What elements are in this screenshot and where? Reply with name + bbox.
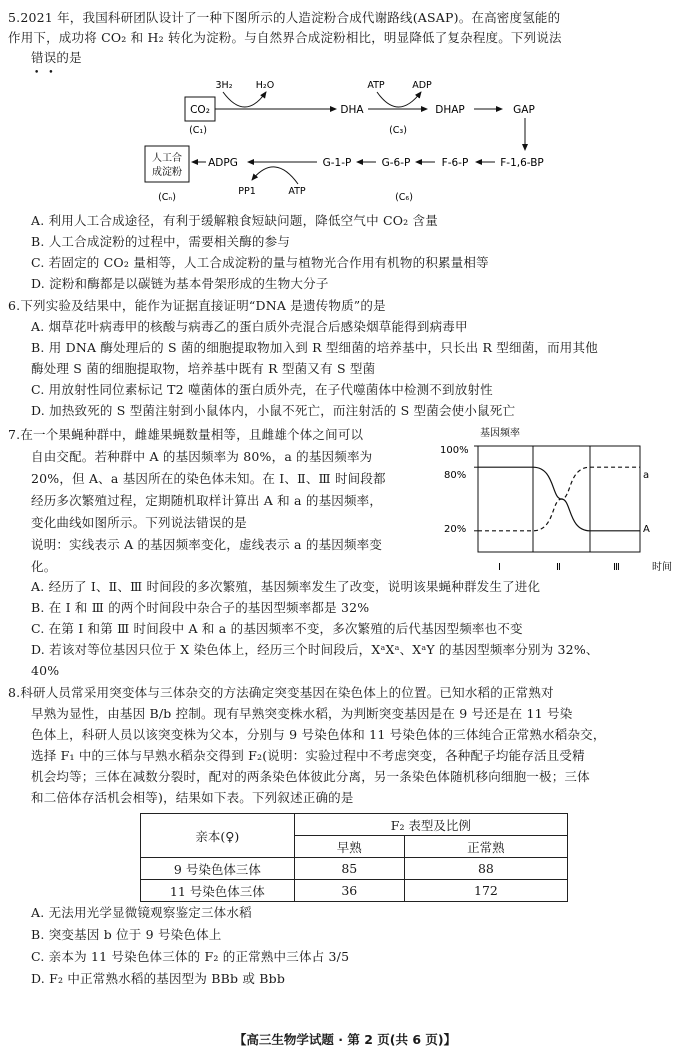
q7-option-a: A. 经历了 Ⅰ、Ⅱ、Ⅲ 时间段的多次繁殖，基因频率发生了改变，说明该果蝇种群发生了进化 [31, 579, 541, 594]
q5-option-b: B. 人工合成淀粉的过程中，需要相关酶的参与 [31, 234, 291, 249]
g1p-label: G-1-P [322, 157, 352, 169]
q6-option-d: D. 加热致死的 S 型菌注射到小鼠体内，小鼠不死亡，而注射活的 S 型菌会使小鼠死亡 [31, 403, 516, 418]
ppi-label: PP1 [238, 186, 256, 197]
q8-stem-line-6: 和二倍体存活机会相等)，结果如下表。下列叙述正确的是 [31, 790, 354, 805]
g6p-label: G-6-P [381, 157, 411, 169]
q7-option-d-cont: 40% [31, 663, 60, 678]
asap-pathway-diagram [130, 70, 570, 210]
q6-option-b: B. 用 DNA 酶处理后的 S 菌的细胞提取物加入到 R 型细菌的培养基中，只长出 R 型细菌，而用其他 [31, 340, 598, 355]
gap-label: GAP [513, 104, 535, 116]
dhap-label: DHAP [435, 104, 465, 116]
q8-stem-line-2: 早熟为显性，由基因 B/b 控制。现有早熟突变株水稻，为判断突变基因是在 9 号还是在 11 号染 [31, 706, 573, 721]
q7-stem-line-5: 变化曲线如图所示。下列说法错误的是 [31, 515, 247, 530]
c6-label: (C₆) [395, 192, 413, 203]
q8-option-c: C. 亲本为 11 号染色体三体的 F₂ 的正常熟中三体占 3/5 [31, 949, 350, 964]
series-line-a [478, 467, 640, 531]
y-tick-80: 80% [444, 470, 467, 481]
q8-option-b: B. 突变基因 b 位于 9 号染色体上 [31, 927, 222, 942]
page-footer: 【高三生物学试题 · 第 2 页(共 6 页)】 [233, 1032, 457, 1047]
f16bp-label: F-1,6-BP [500, 157, 544, 169]
q7-stem-line-7: 化。 [31, 559, 57, 574]
atp-label-2: ATP [288, 186, 306, 197]
q6-option-a: A. 烟草花叶病毒甲的核酸与病毒乙的蛋白质外壳混合后感染烟草能得到病毒甲 [31, 319, 468, 334]
c1-label: (C₁) [189, 125, 207, 136]
period-label-1: Ⅰ [498, 562, 501, 573]
q8-stem-line-3: 色体上，科研人员以该突变株为父本，分别与 9 号染色体和 11 号染色体的三体纯合正常熟水稻杂交， [31, 727, 606, 742]
table-header-f2: F₂ 表型及比例 [294, 814, 567, 836]
q6-option-c: C. 用放射性同位素标记 T2 噬菌体的蛋白质外壳，在子代噬菌体中检测不到放射性 [31, 382, 493, 397]
series-line-A [478, 467, 640, 531]
series-label-A: A [643, 524, 650, 535]
starch-label-1: 人工合 [152, 153, 182, 164]
q5-stem-line-1: 5.2021 年，我国科研团队设计了一种下图所示的人造淀粉合成代谢路线(ASAP)。在高密度氢能的 [8, 10, 561, 25]
h2-label: 3H₂ [215, 80, 233, 91]
row-name: 11 号染色体三体 [141, 880, 295, 902]
q7-stem-line-6: 说明：实线表示 A 的基因频率变化，虚线表示 a 的基因频率变 [31, 537, 383, 552]
q7-option-c: C. 在第 Ⅰ 和第 Ⅲ 时间段中 A 和 a 的基因频率不变，多次繁殖的后代基因型频率也不变 [31, 621, 523, 636]
q8-stem-line-4: 选择 F₁ 中的三体与早熟水稻杂交得到 F₂(说明：实验过程中不考虑突变，各种配子均能存活且受精 [31, 748, 585, 763]
starch-label-2: 成淀粉 [152, 167, 182, 178]
q5-stem-line-2: 作用下，成功将 CO₂ 和 H₂ 转化为淀粉。与自然界合成淀粉相比，明显降低了复杂程度。下列说法 [8, 30, 562, 45]
row-normal: 88 [404, 858, 567, 880]
q5-stem-line-3: 错误的是 [31, 50, 82, 65]
q8-option-d: D. F₂ 中正常熟水稻的基因型为 BBb 或 Bbb [31, 971, 286, 986]
atp-label-1: ATP [367, 80, 385, 91]
q5-option-c: C. 若固定的 CO₂ 量相等，人工合成淀粉的量与植物光合作用有机物的积累量相等 [31, 255, 489, 270]
c3-label: (C₃) [389, 125, 407, 136]
table-header-parent: 亲本(♀) [141, 814, 295, 858]
q5-option-a: A. 利用人工合成途径，有利于缓解粮食短缺问题，降低空气中 CO₂ 含量 [31, 213, 438, 228]
table-row [141, 858, 568, 880]
q7-option-b: B. 在 Ⅰ 和 Ⅲ 的两个时间段中杂合子的基因型频率都是 32% [31, 600, 370, 615]
row-normal: 172 [404, 880, 567, 902]
gene-frequency-chart [438, 424, 683, 576]
x-axis-label: 时间 [652, 562, 672, 573]
q7-stem-line-3: 20%，但 A、a 基因所在的染色体未知。在 Ⅰ、Ⅱ、Ⅲ 时间段都 [31, 471, 386, 486]
q7-stem-line-2: 自由交配。若种群中 A 的基因频率为 80%，a 的基因频率为 [31, 449, 373, 464]
period-label-2: Ⅱ [556, 562, 561, 573]
q7-option-d: D. 若该对等位基因只位于 X 染色体上，经历三个时间段后，XᵃXᵃ、XᵃY 的基因型频率分别为 32%、 [31, 642, 599, 657]
y-axis-label: 基因频率 [480, 428, 520, 439]
y-tick-20: 20% [444, 524, 467, 535]
adpg-label: ADPG [208, 157, 238, 169]
row-name: 9 号染色体三体 [141, 858, 295, 880]
q8-option-a: A. 无法用光学显微镜观察鉴定三体水稻 [31, 905, 252, 920]
cn-label: (Cₙ) [158, 192, 176, 203]
dha-label: DHA [340, 104, 364, 116]
q7-stem-line-4: 经历多次繁殖过程，定期随机取样计算出 A 和 a 的基因频率， [31, 493, 383, 508]
plot-frame [478, 446, 640, 552]
q6-stem: 6.下列实验及结果中，能作为证据直接证明“DNA 是遗传物质”的是 [8, 298, 386, 313]
f6p-label: F-6-P [441, 157, 469, 169]
table-header-normal: 正常熟 [404, 836, 567, 858]
q6-option-b-cont: 酶处理 S 菌的细胞提取物，培养基中既有 R 型菌又有 S 型菌 [31, 361, 376, 376]
table-header-early: 早熟 [294, 836, 404, 858]
q8-stem-line-5: 机会均等；三体在减数分裂时，配对的两条染色体彼此分离，另一条染色体随机移向细胞一极；三体 [31, 769, 590, 784]
period-label-3: Ⅲ [613, 562, 620, 573]
f2-results-table [140, 813, 568, 902]
adp-label: ADP [412, 80, 432, 91]
series-label-a: a [643, 470, 650, 481]
emphasis-dots: •• [34, 68, 63, 78]
q8-stem-line-1: 8.科研人员常采用突变体与三体杂交的方法确定突变基因在染色体上的位置。已知水稻的正常熟对 [8, 685, 554, 700]
co2-label: CO₂ [190, 104, 210, 116]
q7-stem-line-1: 7.在一个果蝇种群中，雌雄果蝇数量相等，且雌雄个体之间可以 [8, 427, 364, 442]
q5-option-d: D. 淀粉和酶都是以碳链为基本骨架形成的生物大分子 [31, 276, 329, 291]
row-early: 36 [294, 880, 404, 902]
h2o-label: H₂O [255, 80, 275, 91]
table-row [141, 880, 568, 902]
row-early: 85 [294, 858, 404, 880]
y-tick-100: 100% [440, 445, 469, 456]
